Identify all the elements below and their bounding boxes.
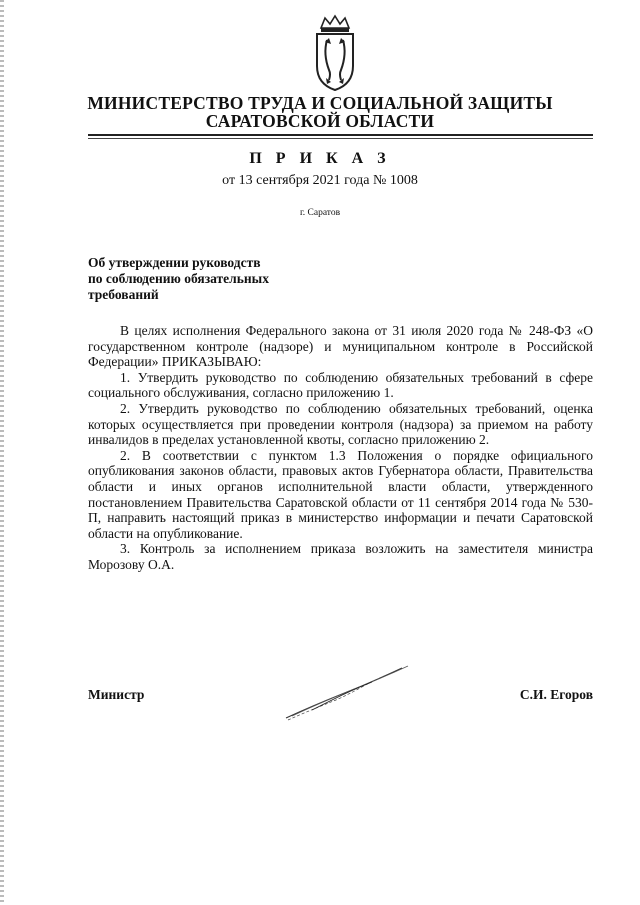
body-paragraph-preamble: В целях исполнения Федерального закона от 31 июля 2020 года № 248-ФЗ «О государственном контроле (надзоре) и муниципальном контроле в Российской Федерации» ПРИКАЗЫВАЮ:	[88, 323, 593, 370]
scan-edge	[0, 0, 4, 905]
body-paragraph-item-3: 3. Контроль за исполнением приказа возложить на заместителя министра Морозову О.А.	[88, 541, 593, 572]
document-city: г. Саратов	[299, 208, 341, 218]
document-date-number: от 13 сентября 2021 года № 1008	[222, 173, 418, 188]
document-subject	[88, 255, 388, 303]
body-paragraph-item-1: 1. Утвердить руководство по соблюдению обязательных требований в сфере социального обслуживания, согласно приложению 1.	[88, 369, 593, 401]
signer-title: Министр	[88, 687, 145, 702]
handwritten-signature	[282, 662, 412, 722]
header-rule-thick	[88, 134, 593, 136]
saratov-coat-of-arms-icon	[303, 14, 367, 92]
document-type: П Р И К А З	[249, 150, 391, 167]
subject-line: по соблюдению обязательных	[88, 271, 269, 286]
subject-line: Об утверждении руководств	[88, 255, 261, 270]
ministry-name-line1: МИНИСТЕРСТВО ТРУДА И СОЦИАЛЬНОЙ ЗАЩИТЫ	[87, 93, 553, 113]
body-paragraph-item-2b: 2. В соответствии с пунктом 1.3 Положения о порядке официального опубликования законов области, правовых актов Губернатора области, Правительства области и иных органов исполнительной власти области, утвержденного постановлением Правительства Саратовской области от 11 сентября 2014 года № 530-П, направить настоящий приказ в министерство информации и печати Саратовской области на опубликование.	[88, 447, 593, 541]
body-paragraph-item-2: 2. Утвердить руководство по соблюдению обязательных требований, оценка которых осуществляется при проведении контроля (надзора) за приемом на работу инвалидов в пределах установленной квоты, согласно приложению 2.	[88, 400, 593, 448]
ministry-name-line2: САРАТОВСКОЙ ОБЛАСТИ	[205, 111, 435, 131]
header-rule-thin	[88, 138, 593, 139]
document-body	[88, 323, 593, 573]
signer-name: С.И. Егоров	[519, 687, 593, 702]
subject-line: требований	[88, 287, 159, 302]
